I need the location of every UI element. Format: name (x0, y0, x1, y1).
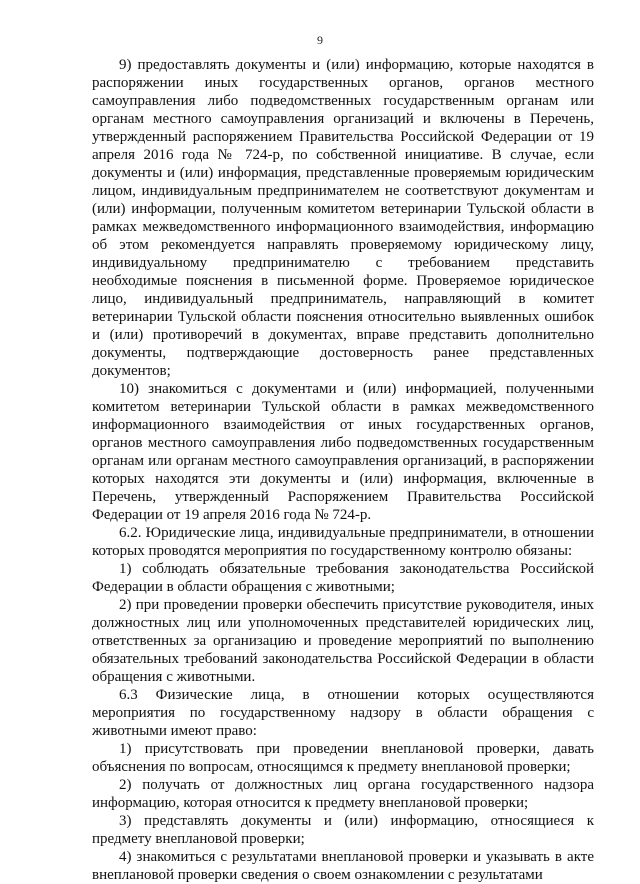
page-number: 9 (317, 33, 323, 47)
obligation-1-comply-requirements: 1) соблюдать обязательные требования законодательства Российской Федерации в области обращения с животными; (92, 561, 594, 595)
right-2-receive-information: 2) получать от должностных лиц органа государственного надзора информацию, которая относится к предмету внеплановой проверки; (92, 777, 594, 811)
obligation-2-ensure-presence: 2) при проведении проверки обеспечить присутствие руководителя, иных должностных лиц или уполномоченных представителей юридических лиц, ответственных за организацию и проведение мероприятий по выполнению обязательных требований законодательства Российской Федерации в области обращения с животными. (92, 597, 594, 685)
document-body (92, 56, 594, 884)
section-6-2-heading: 6.2. Юридические лица, индивидуальные предприниматели, в отношении которых проводятся мероприятия по государственному контролю обязаны: (92, 525, 594, 559)
right-3-submit-documents: 3) представлять документы и (или) информацию, относящиеся к предмету внеплановой проверки; (92, 813, 594, 847)
section-6-3-heading: 6.3 Физические лица, в отношении которых осуществляются мероприятия по государственному надзору в области обращения с животными имеют право: (92, 687, 594, 739)
right-4-review-results: 4) знакомиться с результатами внеплановой проверки и указывать в акте внеплановой проверки сведения о своем ознакомлении с результатами (92, 849, 594, 883)
right-1-attend-inspection: 1) присутствовать при проведении внеплановой проверки, давать объяснения по вопросам, относящимся к предмету внеплановой проверки; (92, 741, 594, 775)
paragraph-10-right-to-review-documents: 10) знакомиться с документами и (или) информацией, полученными комитетом ветеринарии Тульской области в рамках межведомственного информационного взаимодействия от иных государственных органов, органов местного самоуправления либо подведомственных государственным органам или органам местного самоуправления организаций, в распоряжении которых находятся эти документы и (или) информация, включенные в Перечень, утвержденный Распоряжением Правительства Российской Федерации от 19 апреля 2016 года № 724-р. (92, 381, 594, 523)
paragraph-9-right-to-provide-documents: 9) предоставлять документы и (или) информацию, которые находятся в распоряжении иных государственных органов, органов местного самоуправления либо подведомственных государственным органам или органам местного самоуправления организаций и включены в Перечень, утвержденный распоряжением Правительства Российской Федерации от 19 апреля 2016 года № 724-р, по собственной инициативе. В случае, если документы и (или) информация, представленные проверяемым юридическим лицом, индивидуальным предпринимателем не соответствуют документам и (или) информации, полученным комитетом ветеринарии Тульской области в рамках межведомственного информационного взаимодействия, информацию об этом рекомендуется направлять проверяемому юридическому лицу, индивидуальному предпринимателю с требованием представить необходимые пояснения в письменной форме. Проверяемое юридическое лицо, индивидуальный предприниматель, направляющий в комитет ветеринарии Тульской области пояснения относительно выявленных ошибок и (или) противоречий в документах, вправе представить дополнительно документы, подтверждающие достоверность ранее представленных документов; (92, 57, 594, 379)
